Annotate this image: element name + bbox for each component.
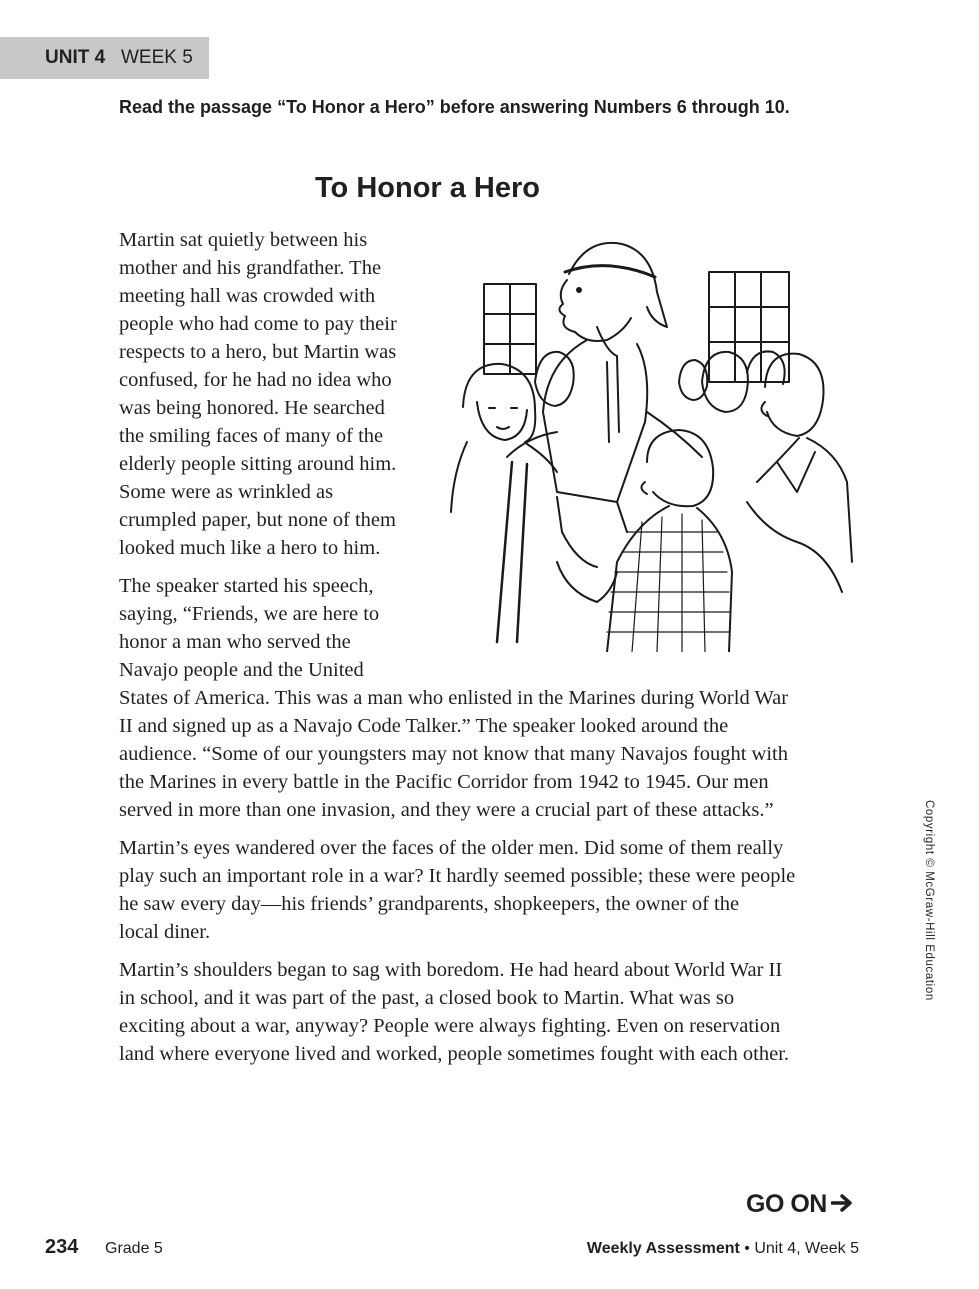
paragraph-1 — [119, 226, 397, 562]
text-line: Martin’s eyes wandered over the faces of the older men. Did some of them really — [119, 837, 784, 859]
copyright-text: Copyright © McGraw-Hill Education — [923, 800, 935, 1001]
text-line: Some were as wrinkled as — [119, 481, 334, 503]
passage-title: To Honor a Hero — [314, 172, 541, 204]
text-line: elderly people sitting around him. — [119, 453, 397, 475]
text-line: The speaker started his speech, — [119, 575, 374, 597]
text-line: respects to a hero, but Martin was — [119, 341, 397, 363]
text-line: he saw every day—his friends’ grandparents, shopkeepers, the owner of the — [119, 893, 740, 915]
text-line: Martin sat quietly between his — [119, 229, 368, 251]
text-line: audience. “Some of our youngsters may not know that many Navajos fought with — [119, 743, 788, 765]
copyright-notice — [918, 800, 938, 1025]
assessment-detail: • Unit 4, Week 5 — [739, 1240, 859, 1257]
unit-label: UNIT 4 — [45, 47, 106, 68]
assessment-title: Weekly Assessment — [586, 1240, 740, 1257]
paragraph-3 — [119, 834, 795, 946]
boy-figure — [557, 430, 732, 652]
text-line: in school, and it was part of the past, a closed book to Martin. What was so — [119, 987, 735, 1009]
crowd-figures — [535, 351, 785, 412]
text-line: confused, for he had no idea who — [119, 369, 392, 391]
text-line: Navajo people and the United — [119, 659, 364, 681]
text-line: States of America. This was a man who enlisted in the Marines during World War — [119, 687, 789, 709]
text-line: people who had come to pay their — [119, 313, 397, 335]
paragraph-4 — [119, 956, 789, 1068]
text-line: saying, “Friends, we are here to — [119, 603, 380, 625]
text-line: honor a man who served the — [119, 631, 351, 653]
text-line: the smiling faces of many of the — [119, 425, 384, 447]
text-line: looked much like a hero to him. — [119, 537, 381, 559]
man-figure — [747, 354, 852, 592]
text-line: II and signed up as a Navajo Code Talker.” The speaker looked around the — [119, 715, 729, 737]
unit-week-tab — [0, 37, 209, 79]
text-line: land where everyone lived and worked, people sometimes fought with each other. — [119, 1043, 790, 1065]
text-line: exciting about a war, anyway? People were always fighting. Even on reservation — [119, 1015, 781, 1037]
assessment-label — [587, 1237, 859, 1261]
text-line: mother and his grandfather. The — [119, 257, 382, 279]
text-line: play such an important role in a war? It hardly seemed possible; these were people — [119, 865, 796, 887]
text-line: was being honored. He searched — [119, 397, 385, 419]
go-on-indicator — [746, 1188, 853, 1220]
week-label: WEEK 5 — [121, 47, 193, 68]
text-line: Martin’s shoulders began to sag with boredom. He had heard about World War II — [119, 959, 783, 981]
go-on-label: GO ON — [746, 1190, 827, 1218]
text-line: served in more than one invasion, and they were a crucial part of these attacks.” — [119, 799, 774, 821]
text-line: crumpled paper, but none of them — [119, 509, 396, 531]
woman-figure — [451, 364, 557, 512]
text-line: local diner. — [119, 921, 211, 943]
text-line: the Marines in every battle in the Pacific Corridor from 1942 to 1945. Our men — [119, 771, 769, 793]
directions: Read the passage “To Honor a Hero” before answering Numbers 6 through 10. — [119, 97, 790, 117]
elder-figure — [497, 243, 702, 642]
page-number: 234 — [45, 1236, 79, 1258]
text-line: meeting hall was crowded with — [119, 285, 376, 307]
grade-label: Grade 5 — [105, 1240, 163, 1257]
people-honoring-elder-illustration — [447, 232, 862, 652]
arrow-right-icon — [831, 1194, 853, 1212]
